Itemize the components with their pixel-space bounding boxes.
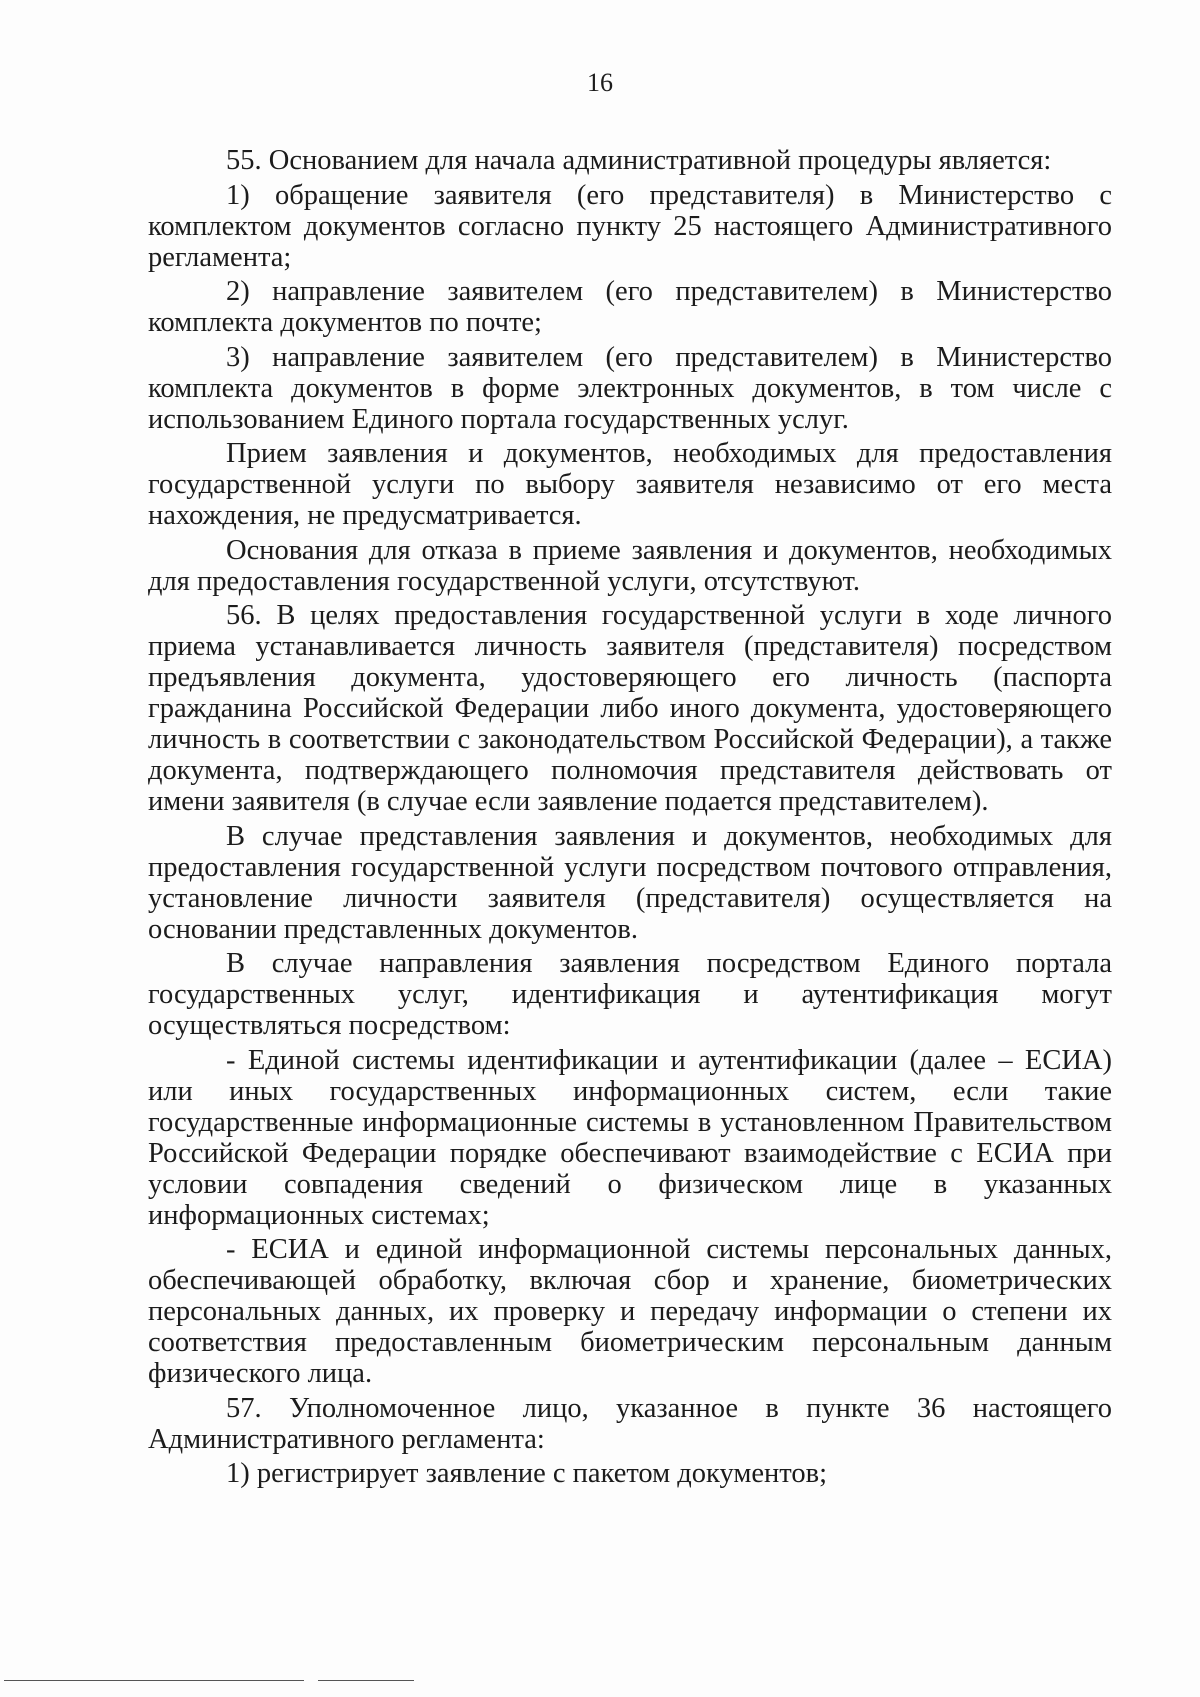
footer-rule-segment (318, 1680, 414, 1681)
paragraph-postal: В случае представления заявления и документов, необходимых для предоставления государственной услуги посредством почтового отправления, установление личности заявителя (представителя) осуществляется на основании представленных документов. (148, 820, 1112, 945)
paragraph-reception: Прием заявления и документов, необходимых для предоставления государственной услуги по выбору заявителя независимо от его места нахождения, не предусматривается. (148, 438, 1112, 531)
paragraph-57: 57. Уполномоченное лицо, указанное в пункте 36 настоящего Административного регламента: (148, 1392, 1112, 1455)
footer-rule (4, 1680, 304, 1681)
list-item-55-3: 3) направление заявителем (его представителем) в Министерство комплекта документов в форме электронных документов, в том числе с использованием Единого портала государственных услуг. (148, 341, 1112, 435)
paragraph-55: 55. Основанием для начала административной процедуры является: (226, 145, 1052, 176)
paragraph-refusal-grounds: Основания для отказа в приеме заявления и документов, необходимых для предоставления государственной услуги, отсутствуют. (148, 534, 1112, 597)
paragraph-56: 56. В целях предоставления государственной услуги в ходе личного приема устанавливается личность заявителя (представителя) посредством предъявления документа, удостоверяющего его личность (паспорта гражданина Российской Федерации либо иного документа, удостоверяющего личность в соответствии с законодательством Российской Федерации), а также документа, подтверждающего полномочия представителя действовать от имени заявителя (в случае если заявление подается представителем). (148, 600, 1112, 817)
list-item-biometric: - ЕСИА и единой информационной системы персональных данных, обеспечивающей обработку, включая сбор и хранение, биометрических персональных данных, их проверку и передачу информации о степени их соответствия предоставленным биометрическим персональным данным физического лица. (148, 1234, 1112, 1389)
page-number: 16 (587, 68, 613, 97)
list-item-55-2: 2) направление заявителем (его представителем) в Министерство комплекта документов по почте; (148, 276, 1112, 338)
list-item-esia: - Единой системы идентификации и аутентификации (далее – ЕСИА) или иных государственных информационных систем, если такие государственные информационные системы в установленном Правительством Российской Федерации порядке обеспечивают взаимодействие с ЕСИА при условии совпадения сведений о физическом лице в указанных информационных системах; (148, 1044, 1112, 1231)
list-item-57-1: 1) регистрирует заявление с пакетом документов; (226, 1458, 828, 1489)
list-item-55-1: 1) обращение заявителя (его представителя) в Министерство с комплектом документов согласно пункту 25 настоящего Административного регламента; (148, 179, 1112, 273)
document-body (148, 145, 1112, 1493)
paragraph-portal: В случае направления заявления посредством Единого портала государственных услуг, идентификация и аутентификация могут осуществляться посредством: (148, 948, 1112, 1041)
